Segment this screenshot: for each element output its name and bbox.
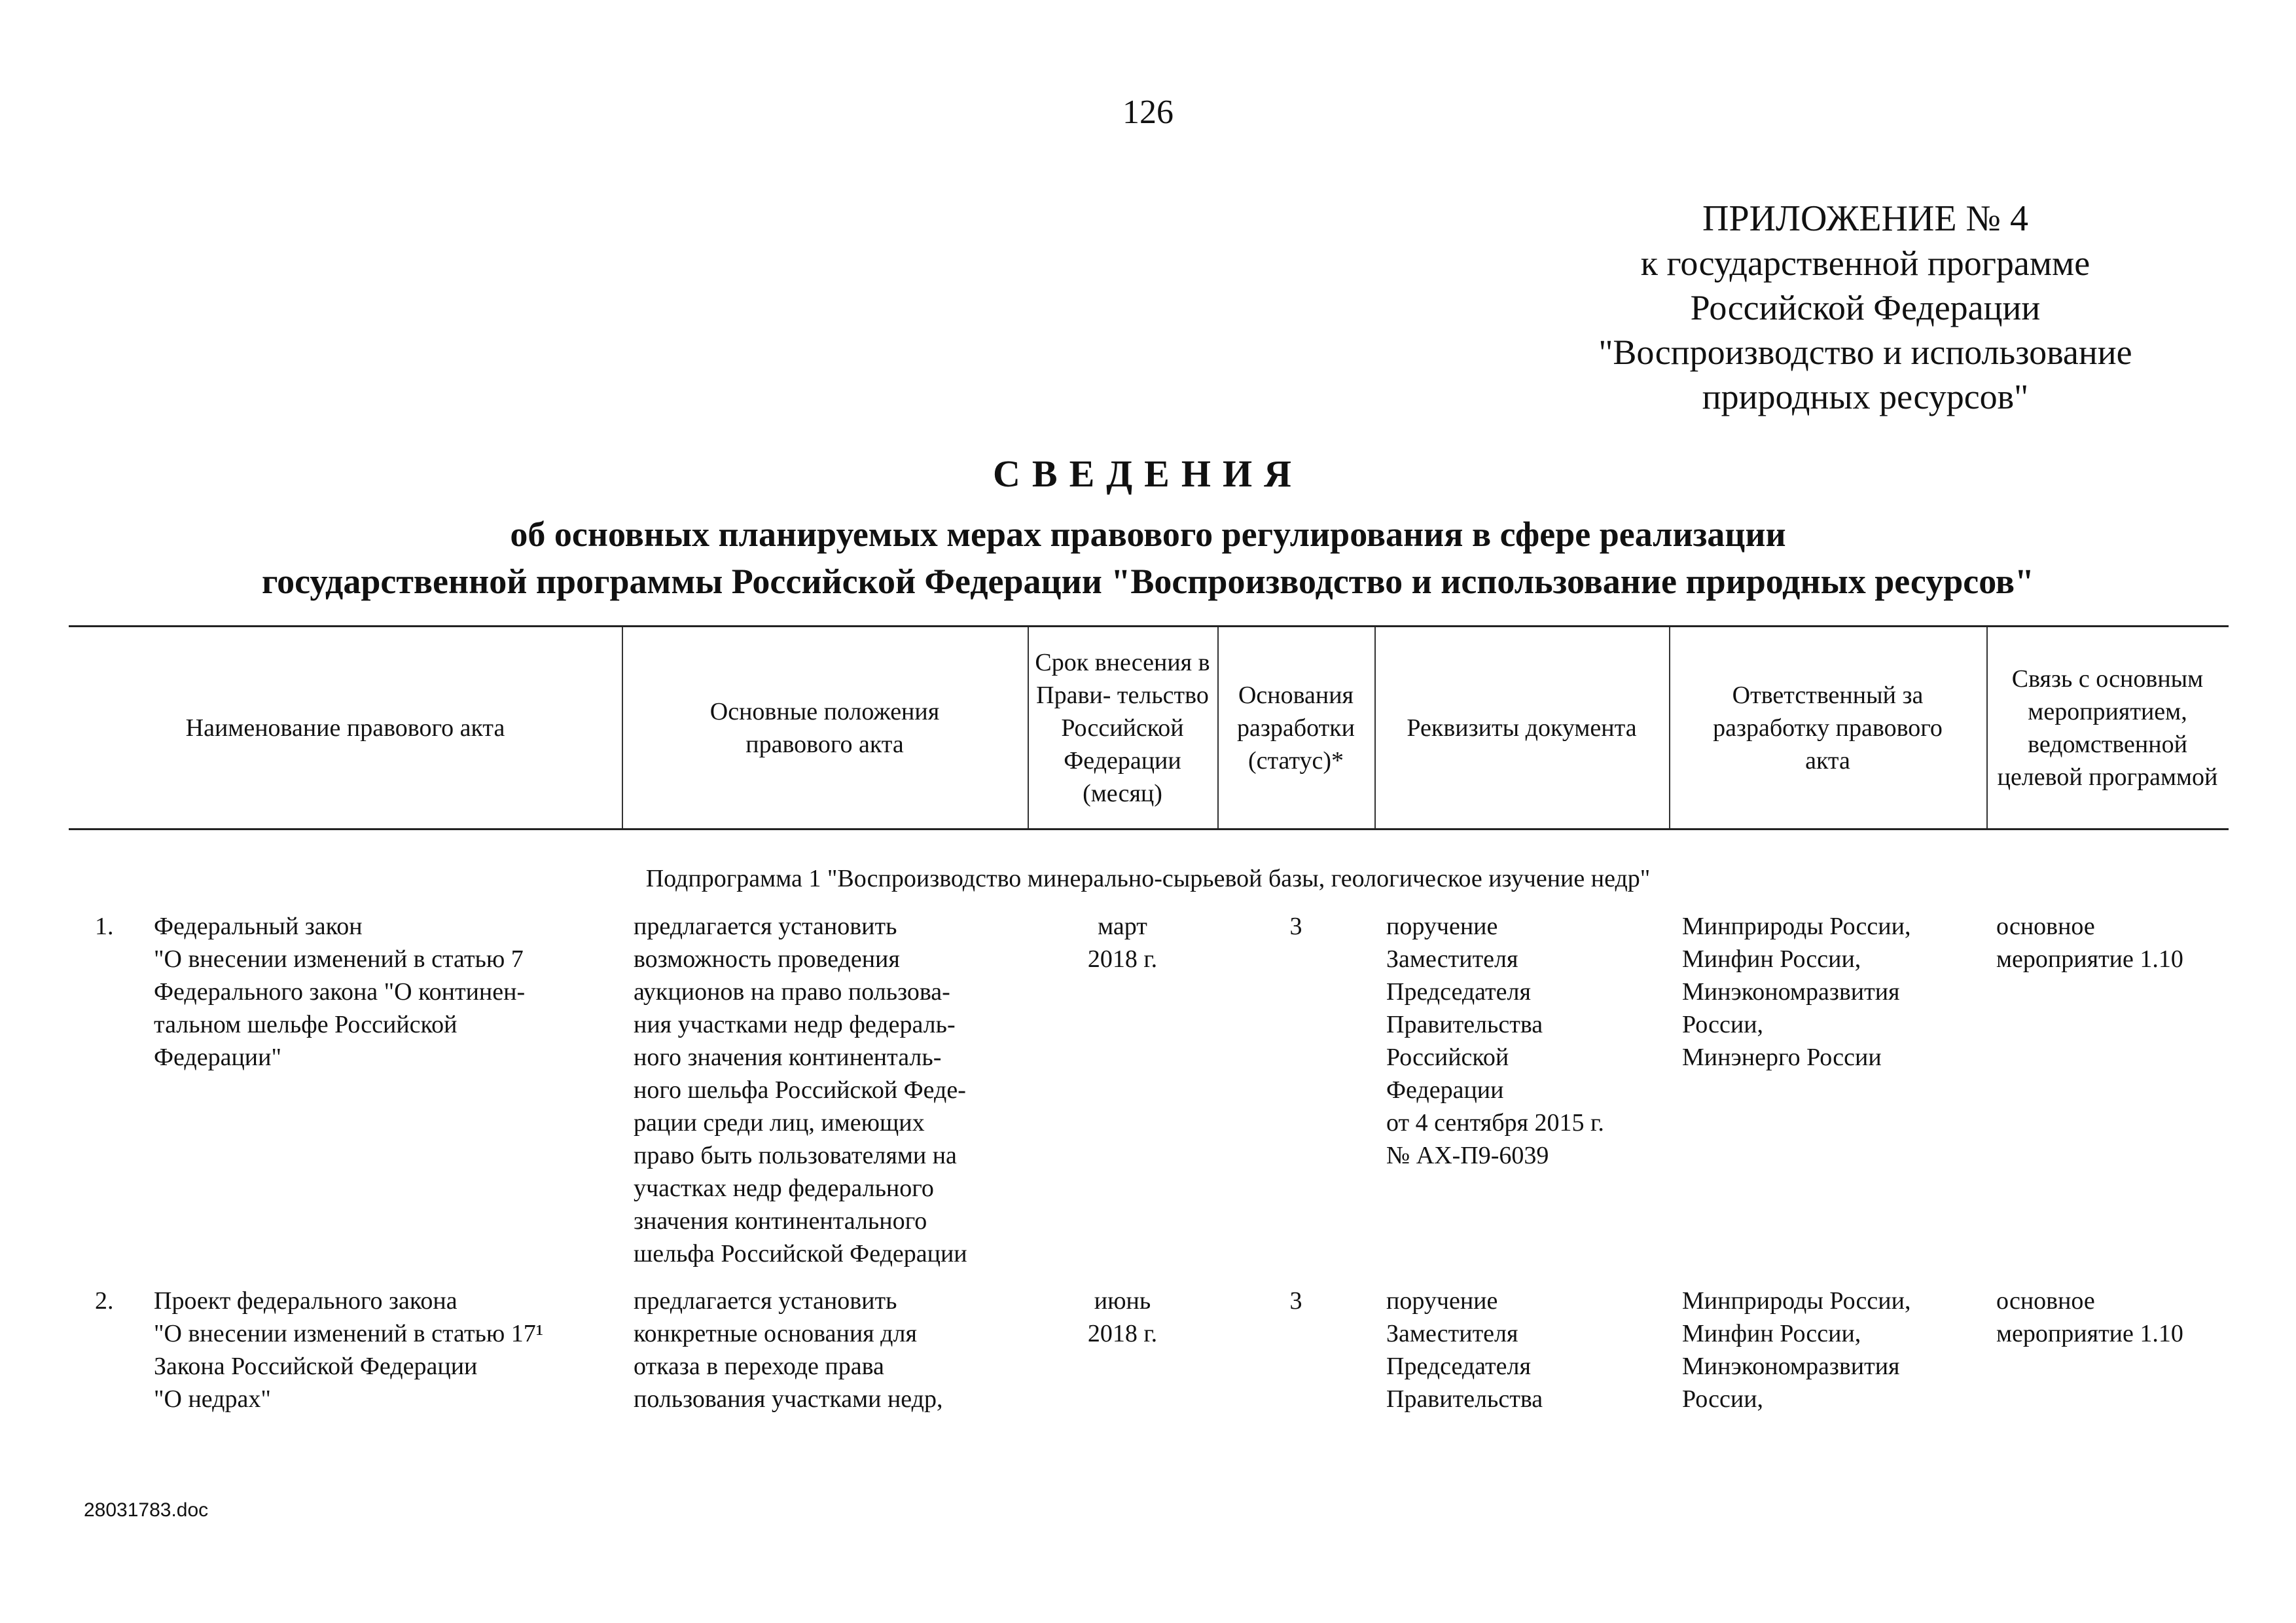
appendix-line-5: природных ресурсов"	[1702, 377, 2029, 416]
header-act-name: Наименование правового акта	[185, 714, 505, 742]
appendix-line-3: Российской Федерации	[1690, 288, 2041, 327]
act-requisites: поручение Заместителя Председателя Правительства Российской Федерации от 4 сентября 2015 г. № АХ-П9-6039	[1386, 913, 1604, 1169]
page-number: 126	[1122, 94, 1174, 131]
act-name: Федеральный закон "О внесении изменений в статью 7 Федерального закона "О континен- тальном шельфе Российской Федерации"	[154, 913, 526, 1071]
appendix-block	[1505, 196, 2225, 419]
act-provisions: предлагается установить конкретные основания для отказа в переходе права пользования участками недр,	[634, 1287, 943, 1413]
subprogram-title: Подпрограмма 1 "Воспроизводство минерально-сырьевой базы, геологическое изучение недр"	[645, 865, 1651, 892]
subtitle-line-2: государственной программы Российской Федерации "Воспроизводство и использование природных ресурсов"	[262, 562, 2034, 601]
column-divider	[1217, 627, 1219, 828]
act-deadline: март 2018 г.	[1087, 913, 1158, 973]
act-link: основное мероприятие 1.10	[1996, 1287, 2183, 1347]
header-requisites: Реквизиты документа	[1407, 714, 1637, 742]
subtitle-line-1: об основных планируемых мерах правового регулирования в сфере реализации	[510, 515, 1786, 554]
column-divider	[1028, 627, 1029, 828]
table-header-bottom-rule	[69, 828, 2229, 830]
column-divider	[622, 627, 623, 828]
appendix-number: ПРИЛОЖЕНИЕ № 4	[1702, 198, 2028, 239]
appendix-line-4: "Воспроизводство и использование	[1598, 333, 2132, 372]
row-number: 1.	[95, 913, 114, 940]
act-responsible: Минприроды России, Минфин России, Минэкономразвития России, Минэнерго России	[1682, 913, 1911, 1071]
column-divider	[1986, 627, 1988, 828]
column-divider	[1669, 627, 1670, 828]
header-link: Связь с основным мероприятием, ведомственной целевой программой	[1997, 665, 2218, 791]
act-name: Проект федерального закона "О внесении изменений в статью 17¹ Закона Российской Федерации "О недрах"	[154, 1287, 544, 1413]
act-status: 3	[1289, 913, 1302, 940]
act-link: основное мероприятие 1.10	[1996, 913, 2183, 973]
act-responsible: Минприроды России, Минфин России, Минэкономразвития России,	[1682, 1287, 1911, 1413]
header-deadline: Срок внесения в Прави- тельство Российской Федерации (месяц)	[1035, 648, 1210, 807]
act-provisions: предлагается установить возможность проведения аукционов на право пользова- ния участками недр федераль- ного значения континенталь- ного шельфа Российской Феде- рации среди лиц, имеющих право быть пользователями на участках недр федерального значения континентального шельфа Российской Федерации	[634, 913, 967, 1267]
header-status: Основания разработки (статус)*	[1237, 681, 1355, 775]
act-status: 3	[1289, 1287, 1302, 1315]
footer-filename: 28031783.doc	[84, 1499, 209, 1521]
document-title: СВЕДЕНИЯ	[993, 452, 1303, 495]
act-requisites: поручение Заместителя Председателя Правительства	[1386, 1287, 1543, 1413]
column-divider	[1374, 627, 1376, 828]
header-provisions: Основные положения правового акта	[709, 697, 940, 758]
appendix-line-2: к государственной программе	[1640, 244, 2090, 283]
row-number: 2.	[95, 1287, 114, 1315]
document-subtitle	[131, 511, 2165, 605]
act-deadline: июнь 2018 г.	[1087, 1287, 1158, 1347]
header-responsible: Ответственный за разработку правового акта	[1713, 681, 1943, 775]
